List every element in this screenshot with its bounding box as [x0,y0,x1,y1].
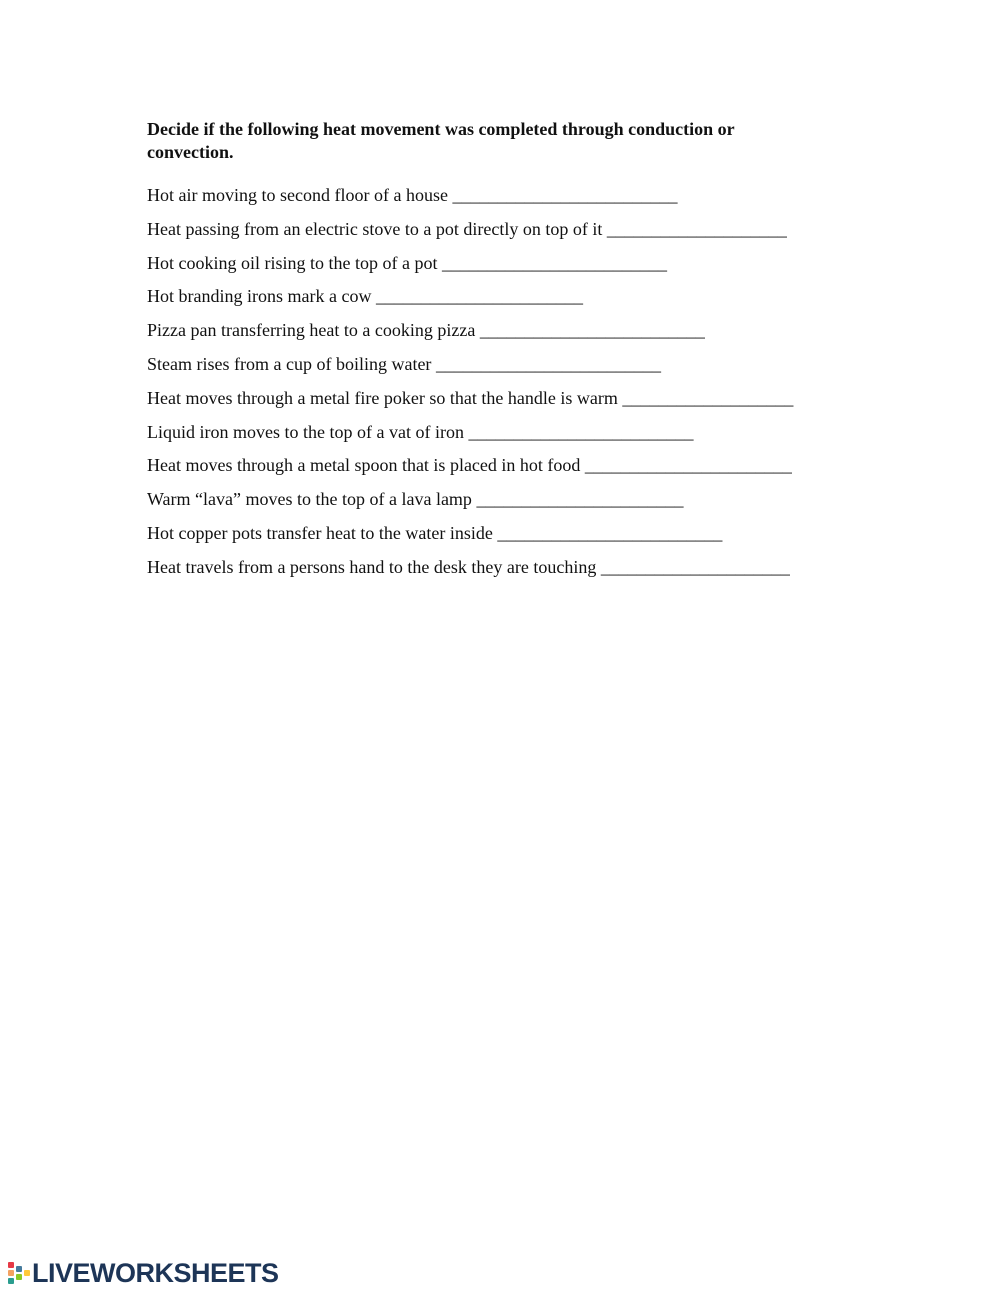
question-item [147,556,867,579]
question-list [147,184,867,579]
logo-block-icon [8,1278,14,1284]
question-item [147,252,867,275]
question-item [147,488,867,511]
worksheet [147,118,867,590]
answer-blank[interactable]: _______________________ [375,286,583,307]
question-text: Heat travels from a persons hand to the desk they are touching [147,556,597,577]
logo-block-icon [24,1270,30,1276]
logo-text: LIVEWORKSHEETS [32,1257,279,1288]
answer-blank[interactable]: _________________________ [479,320,705,341]
answer-blank[interactable]: _________________________ [435,353,661,374]
question-text: Heat moves through a metal fire poker so that the handle is warm [147,387,618,408]
answer-blank[interactable]: _________________________ [452,185,678,205]
question-text: Hot cooking oil rising to the top of a pot [147,252,438,273]
question-text: Liquid iron moves to the top of a vat of iron [147,421,464,442]
question-text: Pizza pan transferring heat to a cooking pizza [147,320,476,341]
question-item [147,319,867,342]
logo-block-icon [8,1262,14,1268]
question-text: Steam rises from a cup of boiling water [147,353,432,374]
answer-blank[interactable]: _______________________ [584,455,792,476]
instructions: Decide if the following heat movement was completed through conduction or convection. [147,119,735,162]
answer-blank[interactable]: ___________________ [622,387,794,408]
question-item [147,218,867,241]
question-item [147,184,867,207]
liveworksheets-logo [8,1258,279,1288]
question-item [147,387,867,410]
answer-blank[interactable]: _________________________ [497,522,723,543]
question-text: Heat passing from an electric stove to a pot directly on top of it [147,218,603,239]
liveworksheets-logo-icon [8,1260,30,1286]
answer-blank[interactable]: ____________________ [606,218,787,239]
answer-blank[interactable]: _________________________ [441,252,667,273]
question-item [147,421,867,444]
question-text: Hot branding irons mark a cow [147,286,372,307]
question-item [147,285,867,308]
question-text: Heat moves through a metal spoon that is placed in hot food [147,455,581,476]
logo-block-icon [8,1270,14,1276]
question-text: Hot air moving to second floor of a house [147,185,448,205]
answer-blank[interactable]: _____________________ [600,556,790,577]
question-text: Hot copper pots transfer heat to the water inside [147,522,493,543]
answer-blank[interactable]: _______________________ [476,489,684,510]
question-item [147,454,867,477]
question-text: Warm “lava” moves to the top of a lava lamp [147,489,472,510]
logo-block-icon [16,1266,22,1272]
question-item [147,522,867,545]
logo-block-icon [16,1274,22,1280]
answer-blank[interactable]: _________________________ [468,421,694,442]
question-item [147,353,867,376]
